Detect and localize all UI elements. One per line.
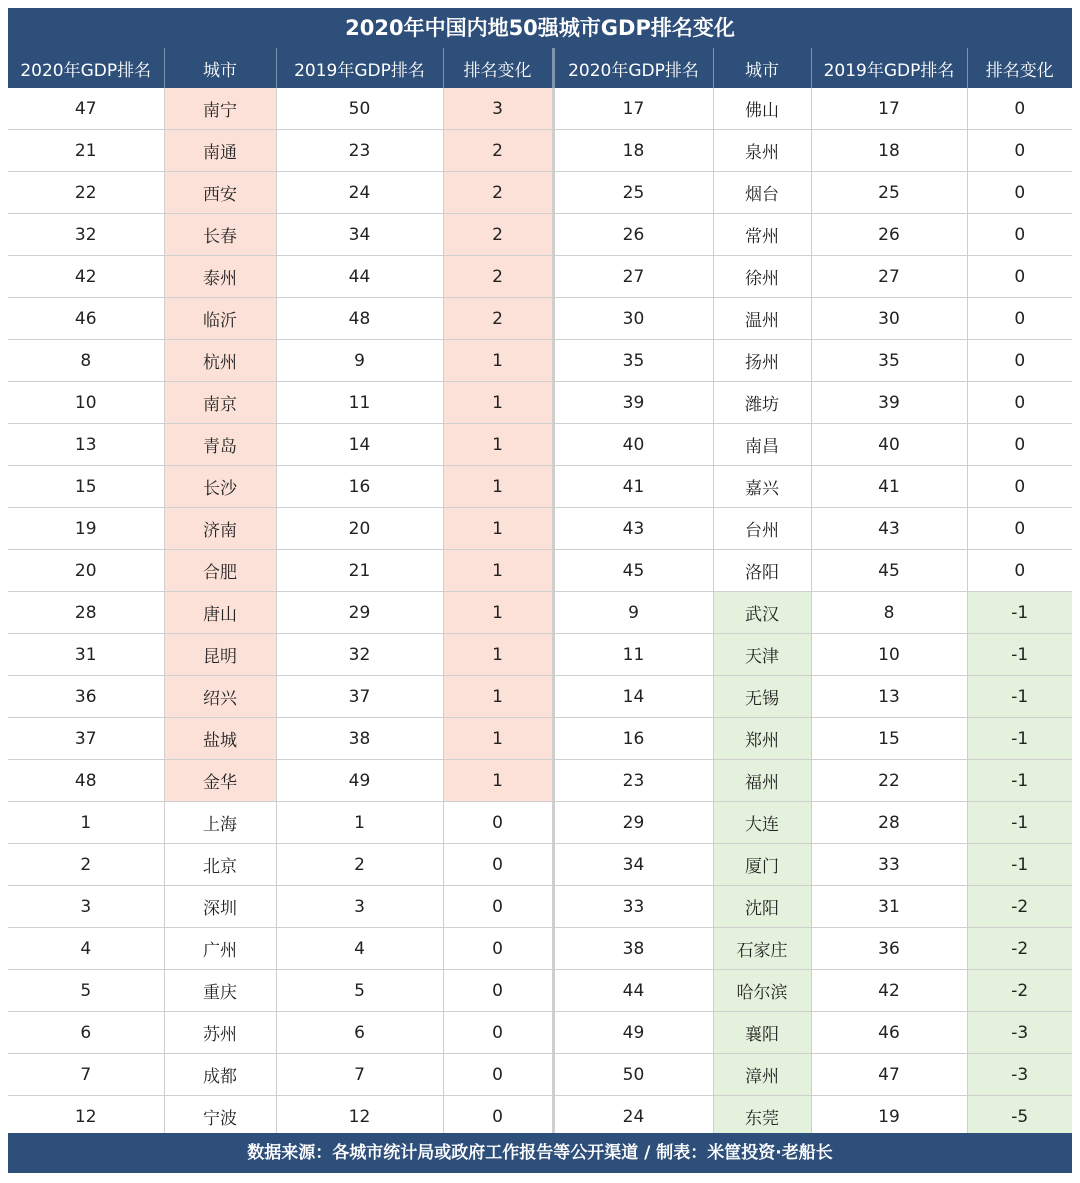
left-rank-2020-cell: 22 <box>8 172 164 214</box>
right-rank-change-cell: 0 <box>967 382 1072 424</box>
right-rank-2020-cell: 50 <box>553 1054 713 1096</box>
left-rank-2020-cell: 3 <box>8 886 164 928</box>
table-row <box>8 844 1072 886</box>
header-change-right: 排名变化 <box>967 48 1072 88</box>
left-rank-2020-cell: 21 <box>8 130 164 172</box>
right-rank-2020-cell: 26 <box>553 214 713 256</box>
left-city-cell: 青岛 <box>164 424 276 466</box>
left-rank-2019-cell: 12 <box>276 1096 443 1138</box>
right-city-cell: 嘉兴 <box>713 466 811 508</box>
left-rank-change-cell: 0 <box>443 1054 553 1096</box>
left-city-cell: 盐城 <box>164 718 276 760</box>
left-rank-change-cell: 1 <box>443 382 553 424</box>
left-rank-change-cell: 2 <box>443 298 553 340</box>
left-rank-2020-cell: 12 <box>8 1096 164 1138</box>
right-rank-2019-cell: 33 <box>811 844 967 886</box>
right-rank-2020-cell: 33 <box>553 886 713 928</box>
left-rank-2019-cell: 20 <box>276 508 443 550</box>
table-row <box>8 382 1072 424</box>
left-rank-2020-cell: 28 <box>8 592 164 634</box>
left-rank-change-cell: 1 <box>443 340 553 382</box>
left-rank-2019-cell: 21 <box>276 550 443 592</box>
left-rank-change-cell: 1 <box>443 592 553 634</box>
right-city-cell: 郑州 <box>713 718 811 760</box>
right-rank-2019-cell: 36 <box>811 928 967 970</box>
left-city-cell: 合肥 <box>164 550 276 592</box>
left-rank-2020-cell: 20 <box>8 550 164 592</box>
left-rank-2020-cell: 47 <box>8 88 164 130</box>
right-rank-change-cell: -2 <box>967 970 1072 1012</box>
right-rank-change-cell: 0 <box>967 214 1072 256</box>
left-rank-change-cell: 1 <box>443 718 553 760</box>
header-city-right: 城市 <box>713 48 811 88</box>
left-city-cell: 南宁 <box>164 88 276 130</box>
left-city-cell: 宁波 <box>164 1096 276 1138</box>
right-rank-2019-cell: 10 <box>811 634 967 676</box>
right-rank-change-cell: 0 <box>967 298 1072 340</box>
left-rank-2020-cell: 8 <box>8 340 164 382</box>
right-city-cell: 天津 <box>713 634 811 676</box>
right-rank-change-cell: -3 <box>967 1054 1072 1096</box>
table-row <box>8 256 1072 298</box>
right-rank-2019-cell: 17 <box>811 88 967 130</box>
right-city-cell: 大连 <box>713 802 811 844</box>
right-city-cell: 福州 <box>713 760 811 802</box>
table-row <box>8 928 1072 970</box>
left-city-cell: 上海 <box>164 802 276 844</box>
table-row <box>8 298 1072 340</box>
table-row <box>8 508 1072 550</box>
table-body <box>8 88 1072 1138</box>
right-rank-change-cell: -2 <box>967 886 1072 928</box>
left-rank-2020-cell: 31 <box>8 634 164 676</box>
right-rank-2019-cell: 8 <box>811 592 967 634</box>
table-row <box>8 676 1072 718</box>
right-rank-2020-cell: 45 <box>553 550 713 592</box>
right-city-cell: 东莞 <box>713 1096 811 1138</box>
right-rank-2019-cell: 43 <box>811 508 967 550</box>
right-rank-2020-cell: 16 <box>553 718 713 760</box>
left-rank-change-cell: 0 <box>443 970 553 1012</box>
right-rank-2019-cell: 27 <box>811 256 967 298</box>
right-rank-2020-cell: 43 <box>553 508 713 550</box>
left-city-cell: 苏州 <box>164 1012 276 1054</box>
table-row <box>8 886 1072 928</box>
right-city-cell: 哈尔滨 <box>713 970 811 1012</box>
left-rank-2020-cell: 7 <box>8 1054 164 1096</box>
left-rank-2019-cell: 48 <box>276 298 443 340</box>
right-city-cell: 厦门 <box>713 844 811 886</box>
right-rank-2020-cell: 9 <box>553 592 713 634</box>
left-city-cell: 南通 <box>164 130 276 172</box>
right-city-cell: 石家庄 <box>713 928 811 970</box>
right-city-cell: 南昌 <box>713 424 811 466</box>
left-city-cell: 唐山 <box>164 592 276 634</box>
right-rank-2020-cell: 18 <box>553 130 713 172</box>
left-rank-change-cell: 0 <box>443 886 553 928</box>
left-rank-2019-cell: 6 <box>276 1012 443 1054</box>
left-rank-change-cell: 0 <box>443 928 553 970</box>
left-city-cell: 长沙 <box>164 466 276 508</box>
right-rank-2019-cell: 40 <box>811 424 967 466</box>
left-rank-2020-cell: 19 <box>8 508 164 550</box>
left-city-cell: 金华 <box>164 760 276 802</box>
right-rank-2019-cell: 30 <box>811 298 967 340</box>
left-rank-change-cell: 1 <box>443 760 553 802</box>
left-rank-2020-cell: 2 <box>8 844 164 886</box>
right-rank-change-cell: -1 <box>967 844 1072 886</box>
header-rank-2020-left: 2020年GDP排名 <box>8 48 164 88</box>
table-row <box>8 424 1072 466</box>
table-row <box>8 718 1072 760</box>
right-rank-2019-cell: 46 <box>811 1012 967 1054</box>
left-city-cell: 成都 <box>164 1054 276 1096</box>
left-rank-2019-cell: 7 <box>276 1054 443 1096</box>
left-rank-change-cell: 0 <box>443 802 553 844</box>
left-rank-2020-cell: 1 <box>8 802 164 844</box>
page-title: 2020年中国内地50强城市GDP排名变化 <box>8 8 1072 48</box>
left-rank-2019-cell: 50 <box>276 88 443 130</box>
left-rank-2019-cell: 38 <box>276 718 443 760</box>
right-city-cell: 漳州 <box>713 1054 811 1096</box>
left-rank-2020-cell: 5 <box>8 970 164 1012</box>
right-rank-2019-cell: 35 <box>811 340 967 382</box>
left-rank-2020-cell: 10 <box>8 382 164 424</box>
left-city-cell: 绍兴 <box>164 676 276 718</box>
right-rank-2019-cell: 47 <box>811 1054 967 1096</box>
right-rank-2020-cell: 38 <box>553 928 713 970</box>
right-rank-change-cell: 0 <box>967 550 1072 592</box>
right-rank-2020-cell: 25 <box>553 172 713 214</box>
left-rank-2020-cell: 48 <box>8 760 164 802</box>
right-rank-change-cell: 0 <box>967 256 1072 298</box>
left-rank-2020-cell: 32 <box>8 214 164 256</box>
right-rank-change-cell: -1 <box>967 592 1072 634</box>
table-row <box>8 592 1072 634</box>
right-city-cell: 襄阳 <box>713 1012 811 1054</box>
right-rank-2020-cell: 35 <box>553 340 713 382</box>
table-row <box>8 1096 1072 1138</box>
left-rank-2020-cell: 6 <box>8 1012 164 1054</box>
right-rank-change-cell: 0 <box>967 172 1072 214</box>
right-city-cell: 洛阳 <box>713 550 811 592</box>
right-city-cell: 常州 <box>713 214 811 256</box>
right-rank-change-cell: 0 <box>967 130 1072 172</box>
left-rank-change-cell: 2 <box>443 256 553 298</box>
right-rank-2020-cell: 39 <box>553 382 713 424</box>
right-rank-2019-cell: 31 <box>811 886 967 928</box>
right-rank-change-cell: 0 <box>967 508 1072 550</box>
gdp-ranking-table <box>8 48 1072 1138</box>
table-row <box>8 214 1072 256</box>
left-city-cell: 北京 <box>164 844 276 886</box>
table-row <box>8 172 1072 214</box>
right-rank-change-cell: -3 <box>967 1012 1072 1054</box>
left-rank-change-cell: 1 <box>443 508 553 550</box>
right-rank-change-cell: 0 <box>967 424 1072 466</box>
left-city-cell: 深圳 <box>164 886 276 928</box>
right-rank-2019-cell: 28 <box>811 802 967 844</box>
left-rank-2019-cell: 11 <box>276 382 443 424</box>
right-rank-2019-cell: 19 <box>811 1096 967 1138</box>
left-rank-2020-cell: 15 <box>8 466 164 508</box>
left-rank-change-cell: 1 <box>443 424 553 466</box>
right-rank-2019-cell: 22 <box>811 760 967 802</box>
left-rank-2019-cell: 29 <box>276 592 443 634</box>
right-city-cell: 佛山 <box>713 88 811 130</box>
right-rank-2020-cell: 14 <box>553 676 713 718</box>
right-city-cell: 扬州 <box>713 340 811 382</box>
header-rank-2019-right: 2019年GDP排名 <box>811 48 967 88</box>
table-row <box>8 634 1072 676</box>
right-rank-change-cell: 0 <box>967 340 1072 382</box>
left-city-cell: 长春 <box>164 214 276 256</box>
table-row <box>8 88 1072 130</box>
right-city-cell: 泉州 <box>713 130 811 172</box>
table-row <box>8 1054 1072 1096</box>
left-rank-2019-cell: 4 <box>276 928 443 970</box>
table-row <box>8 340 1072 382</box>
left-rank-2019-cell: 34 <box>276 214 443 256</box>
left-rank-2019-cell: 16 <box>276 466 443 508</box>
left-city-cell: 泰州 <box>164 256 276 298</box>
right-rank-change-cell: -1 <box>967 676 1072 718</box>
left-city-cell: 昆明 <box>164 634 276 676</box>
header-rank-2020-right: 2020年GDP排名 <box>553 48 713 88</box>
left-rank-2020-cell: 4 <box>8 928 164 970</box>
right-rank-2020-cell: 27 <box>553 256 713 298</box>
right-rank-2020-cell: 11 <box>553 634 713 676</box>
left-city-cell: 广州 <box>164 928 276 970</box>
right-city-cell: 沈阳 <box>713 886 811 928</box>
right-rank-change-cell: -1 <box>967 802 1072 844</box>
right-rank-2020-cell: 29 <box>553 802 713 844</box>
right-rank-2020-cell: 41 <box>553 466 713 508</box>
table-row <box>8 130 1072 172</box>
table-row <box>8 760 1072 802</box>
table-row <box>8 1012 1072 1054</box>
left-rank-2020-cell: 42 <box>8 256 164 298</box>
header-city-left: 城市 <box>164 48 276 88</box>
left-rank-change-cell: 2 <box>443 172 553 214</box>
right-city-cell: 徐州 <box>713 256 811 298</box>
left-rank-2019-cell: 14 <box>276 424 443 466</box>
table-row <box>8 970 1072 1012</box>
right-rank-2020-cell: 44 <box>553 970 713 1012</box>
right-city-cell: 无锡 <box>713 676 811 718</box>
right-rank-2020-cell: 17 <box>553 88 713 130</box>
left-rank-change-cell: 1 <box>443 466 553 508</box>
right-rank-2019-cell: 26 <box>811 214 967 256</box>
left-rank-2019-cell: 49 <box>276 760 443 802</box>
right-rank-2020-cell: 49 <box>553 1012 713 1054</box>
left-rank-change-cell: 3 <box>443 88 553 130</box>
left-city-cell: 西安 <box>164 172 276 214</box>
source-footer: 数据来源：各城市统计局或政府工作报告等公开渠道 / 制表：米筐投资·老船长 <box>8 1133 1072 1173</box>
right-rank-2019-cell: 15 <box>811 718 967 760</box>
left-city-cell: 南京 <box>164 382 276 424</box>
right-rank-2019-cell: 18 <box>811 130 967 172</box>
right-rank-2019-cell: 41 <box>811 466 967 508</box>
header-rank-2019-left: 2019年GDP排名 <box>276 48 443 88</box>
right-city-cell: 武汉 <box>713 592 811 634</box>
left-rank-2019-cell: 32 <box>276 634 443 676</box>
left-rank-2020-cell: 13 <box>8 424 164 466</box>
right-rank-2019-cell: 25 <box>811 172 967 214</box>
right-rank-change-cell: -1 <box>967 760 1072 802</box>
left-city-cell: 杭州 <box>164 340 276 382</box>
left-rank-2019-cell: 5 <box>276 970 443 1012</box>
left-rank-change-cell: 2 <box>443 130 553 172</box>
table-row <box>8 466 1072 508</box>
header-row <box>8 48 1072 88</box>
left-rank-change-cell: 0 <box>443 1096 553 1138</box>
left-city-cell: 临沂 <box>164 298 276 340</box>
right-city-cell: 烟台 <box>713 172 811 214</box>
right-city-cell: 台州 <box>713 508 811 550</box>
right-rank-change-cell: -1 <box>967 718 1072 760</box>
left-rank-change-cell: 1 <box>443 634 553 676</box>
right-rank-2020-cell: 23 <box>553 760 713 802</box>
left-city-cell: 重庆 <box>164 970 276 1012</box>
left-rank-2019-cell: 3 <box>276 886 443 928</box>
header-change-left: 排名变化 <box>443 48 553 88</box>
left-rank-change-cell: 2 <box>443 214 553 256</box>
left-city-cell: 济南 <box>164 508 276 550</box>
left-rank-2020-cell: 46 <box>8 298 164 340</box>
table-row <box>8 550 1072 592</box>
left-rank-change-cell: 1 <box>443 676 553 718</box>
left-rank-2019-cell: 24 <box>276 172 443 214</box>
right-rank-2020-cell: 24 <box>553 1096 713 1138</box>
left-rank-2019-cell: 23 <box>276 130 443 172</box>
right-rank-2019-cell: 45 <box>811 550 967 592</box>
table-row <box>8 802 1072 844</box>
left-rank-2019-cell: 44 <box>276 256 443 298</box>
right-rank-2020-cell: 30 <box>553 298 713 340</box>
right-city-cell: 潍坊 <box>713 382 811 424</box>
left-rank-change-cell: 1 <box>443 550 553 592</box>
right-rank-2019-cell: 13 <box>811 676 967 718</box>
right-rank-change-cell: 0 <box>967 466 1072 508</box>
left-rank-2019-cell: 1 <box>276 802 443 844</box>
left-rank-2020-cell: 36 <box>8 676 164 718</box>
right-rank-2020-cell: 40 <box>553 424 713 466</box>
right-rank-2019-cell: 42 <box>811 970 967 1012</box>
left-rank-2019-cell: 9 <box>276 340 443 382</box>
right-rank-2020-cell: 34 <box>553 844 713 886</box>
left-rank-change-cell: 0 <box>443 844 553 886</box>
right-rank-2019-cell: 39 <box>811 382 967 424</box>
left-rank-2019-cell: 37 <box>276 676 443 718</box>
right-rank-change-cell: -5 <box>967 1096 1072 1138</box>
right-rank-change-cell: 0 <box>967 88 1072 130</box>
right-rank-change-cell: -2 <box>967 928 1072 970</box>
right-rank-change-cell: -1 <box>967 634 1072 676</box>
left-rank-change-cell: 0 <box>443 1012 553 1054</box>
left-rank-2020-cell: 37 <box>8 718 164 760</box>
right-city-cell: 温州 <box>713 298 811 340</box>
left-rank-2019-cell: 2 <box>276 844 443 886</box>
